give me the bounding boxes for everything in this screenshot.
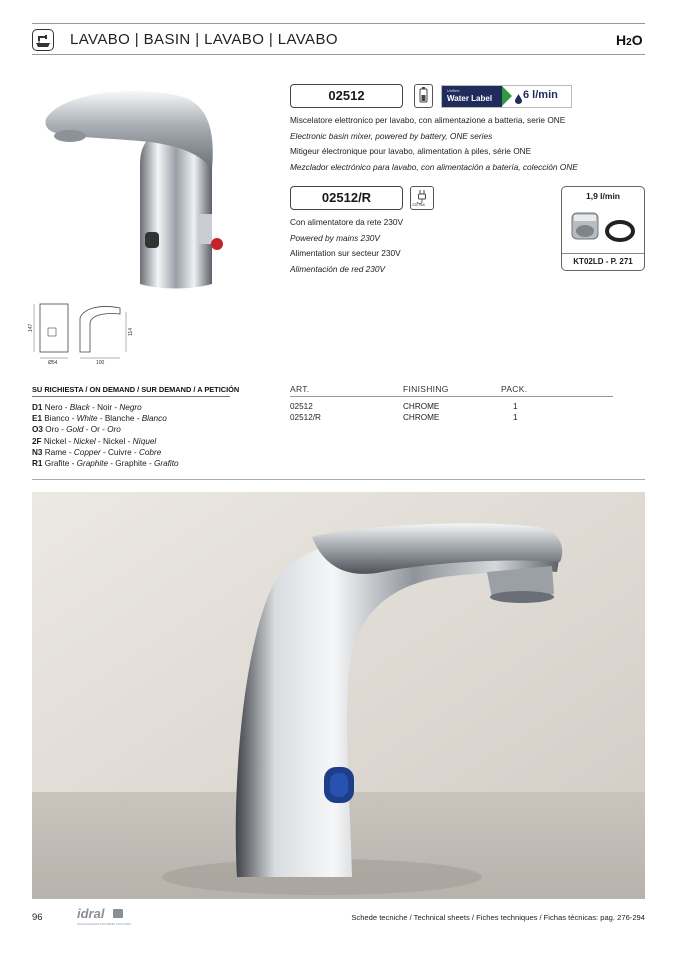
accessory-box bbox=[561, 186, 645, 271]
product-description bbox=[290, 113, 578, 175]
list-item: O3 Oro - Gold - Or - Oro bbox=[32, 425, 121, 435]
dimension-diameter: Ø54 bbox=[48, 360, 58, 366]
dimension-height-total: 147 bbox=[28, 323, 34, 332]
brand-mark: H2O bbox=[616, 32, 643, 48]
technical-sheets-reference: Schede tecniche / Technical sheets / Fiches techniques / Fichas técnicas: pag. 276-294 bbox=[351, 913, 645, 922]
list-item: D1 Nero - Black - Noir - Negro bbox=[32, 403, 142, 412]
section-divider bbox=[32, 479, 645, 480]
water-label-name: Water Label bbox=[447, 94, 493, 103]
svg-text:ITALIAN FAUCETS FOR WATER SOLU: ITALIAN FAUCETS FOR WATER SOLUTIONS bbox=[77, 923, 131, 926]
svg-text:idral: idral bbox=[77, 906, 105, 921]
list-item: E1 Bianco - White - Blanche - Blanco bbox=[32, 414, 167, 424]
faucet-lifestyle-photo bbox=[32, 492, 645, 899]
on-demand-list bbox=[32, 402, 179, 469]
table-cell-pack: 1 bbox=[513, 402, 518, 411]
water-label-panel bbox=[442, 86, 502, 107]
table-header-art: ART. bbox=[290, 384, 310, 394]
table-cell-pack: 1 bbox=[513, 413, 518, 422]
battery-icon bbox=[414, 84, 433, 108]
description-es: Mezclador electrónico para lavabo, con alimentación a batería, colección ONE bbox=[290, 161, 578, 172]
table-header-finishing: FINISHING bbox=[403, 384, 449, 394]
product-code-box bbox=[290, 84, 403, 108]
water-drop-icon bbox=[515, 91, 522, 109]
product-description bbox=[290, 215, 403, 277]
list-item: 2F Nickel - Nickel - Nickel - Níquel bbox=[32, 436, 157, 446]
page-title: LAVABO | BASIN | LAVABO | LAVABO bbox=[70, 31, 338, 48]
list-item: N3 Rame - Copper - Cuivre - Cobre bbox=[32, 447, 162, 457]
idral-logo bbox=[77, 906, 143, 928]
table-header-rule bbox=[290, 396, 613, 397]
aerator-image bbox=[568, 207, 640, 247]
product-code: 02512/R bbox=[321, 190, 372, 205]
table-cell-art: 02512 bbox=[290, 402, 313, 411]
header-top-rule bbox=[32, 23, 645, 24]
water-label-subtitle: Unified bbox=[447, 88, 460, 93]
description-it: Miscelatore elettronico per lavabo, con alimentazione a batteria, serie ONE bbox=[290, 115, 566, 125]
water-label-badge bbox=[441, 85, 572, 108]
on-demand-rule bbox=[32, 396, 230, 397]
table-cell-finishing: CHROME bbox=[403, 402, 440, 411]
table-cell-finishing: CHROME bbox=[403, 413, 440, 422]
table-header-pack: PACK. bbox=[501, 384, 528, 394]
mains-plug-icon bbox=[410, 186, 434, 210]
accessory-divider bbox=[562, 253, 644, 254]
dimension-height-spout: 114 bbox=[128, 328, 134, 336]
description-en: Powered by mains 230V bbox=[290, 232, 380, 243]
dimension-drawing bbox=[30, 298, 140, 366]
product-code: 02512 bbox=[328, 88, 365, 103]
description-en: Electronic basin mixer, powered by battery, ONE series bbox=[290, 130, 493, 141]
accessory-flow-rate: 1,9 l/min bbox=[585, 191, 620, 201]
table-cell-art: 02512/R bbox=[290, 413, 321, 422]
accessory-code: KT02LD - P. 271 bbox=[573, 257, 633, 266]
water-label-value: 6 l/min bbox=[523, 89, 558, 101]
product-code-box bbox=[290, 186, 403, 210]
description-it: Con alimentatore da rete 230V bbox=[290, 217, 404, 227]
description-fr: Alimentation sur secteur 230V bbox=[290, 248, 401, 258]
mains-plug-caption: 230 volt bbox=[412, 203, 425, 207]
basin-faucet-icon bbox=[32, 29, 54, 51]
water-label-arrow bbox=[502, 86, 512, 106]
list-item: R1 Grafite - Graphite - Graphite - Grafito bbox=[32, 459, 179, 469]
header-bottom-rule bbox=[32, 54, 645, 55]
description-es: Alimentación de red 230V bbox=[290, 263, 386, 274]
on-demand-title: SU RICHIESTA / ON DEMAND / SUR DEMAND / A PETICIÓN bbox=[32, 385, 240, 394]
description-fr: Mitigeur électronique pour lavabo, alimentation à piles, série ONE bbox=[290, 146, 532, 156]
page-number: 96 bbox=[32, 912, 43, 923]
dimension-reach: 100 bbox=[96, 360, 105, 366]
faucet-product-image bbox=[40, 84, 230, 294]
